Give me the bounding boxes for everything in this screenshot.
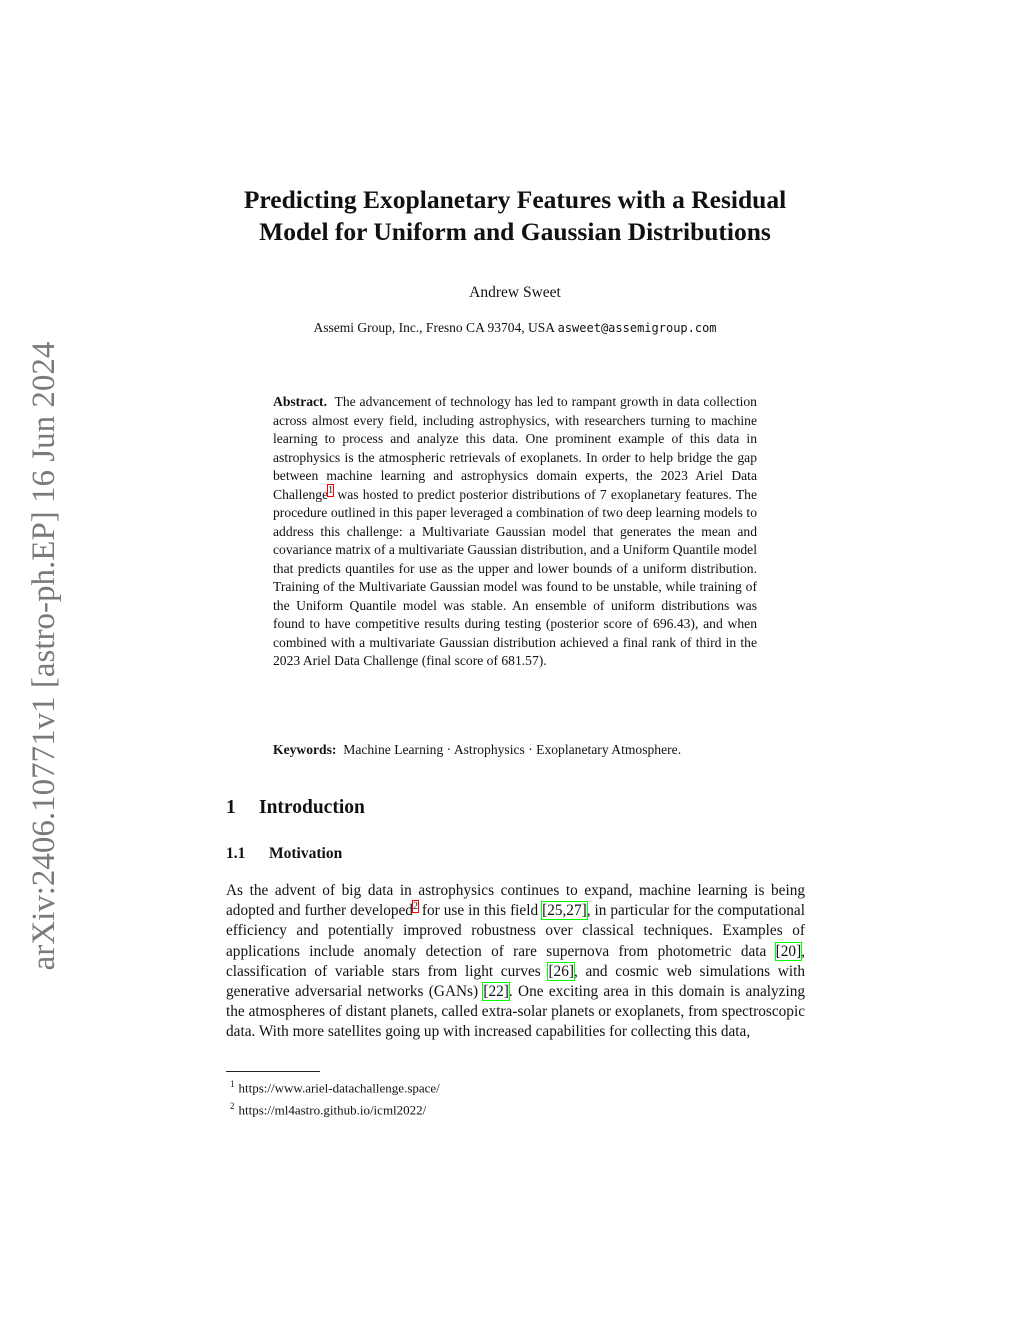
author-name: Andrew Sweet [469,284,561,301]
intro-paragraph [226,881,805,1043]
para-text-3: , in particular for the computational efficiency and potentially improved robustness over classical techniques. Examples of applications include anomaly detection of rare supernova from photometric data [226,902,805,960]
citation-link[interactable]: [22] [483,983,509,1001]
para-text-6: . One exciting area in this domain is analyzing the atmospheres of distant planets, called extra-solar planets or exoplanets, from spectroscopic data. With more satellites going up with increased capabilities for collecting this data, [226,983,805,1041]
abstract-text-a: The advancement of technology has led to rampant growth in data collection across almost every field, including astrophysics, with researchers turning to machine learning to process and analyze this data. One prominent example of this data in astrophysics is the atmospheric retrievals of exoplanets. In order to help bridge the gap between machine learning and astrophysics domain experts, the 2023 Ariel Data Challenge [273,394,757,502]
para-text-4: , classification of variable stars from light curves [226,942,805,980]
footnote-divider [226,1071,320,1072]
footnote-ref-2[interactable]: 2 [412,901,418,913]
title-line-1: Predicting Exoplanetary Features with a Residual [243,185,787,214]
affiliation-text: Assemi Group, Inc., Fresno CA 93704, USA [313,320,555,335]
footnote-url[interactable]: https://ml4astro.github.io/icml2022/ [238,1102,427,1118]
abstract-label: Abstract. [273,394,327,409]
footnotes [230,1075,440,1120]
section-number: 1 [226,797,236,818]
keywords-text: Machine Learning · Astrophysics · Exoplanetary Atmosphere. [343,742,682,757]
subsection-heading [226,845,342,863]
footnote-mark: 1 [230,1079,235,1089]
citation-link[interactable]: [26] [548,962,574,980]
keywords [273,742,773,758]
author-email[interactable]: asweet@assemigroup.com [557,321,717,335]
affiliation [200,320,830,336]
abstract-text-b: was hosted to predict posterior distributions of 7 exoplanetary features. The procedure outlined in this paper leveraged a combination of two deep learning models to address this challenge: a Multivariate Gaussian model that generates the mean and covariance matrix of a multivariate Gaussian distribution, and a Uniform Quantile model that predicts quantiles for use as the upper and lower bounds of a uniform distribution. Training of the Multivariate Gaussian model was found to be unstable, while training of the Uniform Quantile model was stable. An ensemble of uniform distributions was found to have competitive results during testing (posterior score of 696.43), and when combined with a multivariate Gaussian distribution achieved a final rank of third in the 2023 Ariel Data Challenge (final score of 681.57). [273,486,757,668]
footnote-item [230,1097,440,1119]
keywords-label: Keywords: [273,742,337,757]
citation-link[interactable]: [20] [775,942,802,960]
abstract [273,393,757,671]
footnote-item [230,1075,440,1097]
para-text-1: As the advent of big data in astrophysics continues to expand, machine learning is being adopted and further developed [226,882,805,920]
footnote-url[interactable]: https://www.ariel-datachallenge.space/ [238,1080,440,1096]
footnote-mark: 2 [230,1101,235,1112]
title-line-2: Model for Uniform and Gaussian Distributions [259,217,771,246]
subsection-title: Motivation [269,845,343,862]
para-text-5: , and cosmic web simulations with generative adversarial networks (GANs) [226,962,805,1001]
arxiv-identifier: arXiv:2406.10771v1 [astro-ph.EP] 16 Jun 2024 [26,341,62,971]
footnote-ref-1[interactable]: 1 [328,484,334,496]
paper-title [200,184,830,248]
subsection-number: 1.1 [226,845,246,862]
section-title: Introduction [259,797,365,818]
citation-link[interactable]: [25,27] [542,902,587,920]
section-heading [226,797,365,819]
para-text-2: for use in this field [417,902,543,920]
